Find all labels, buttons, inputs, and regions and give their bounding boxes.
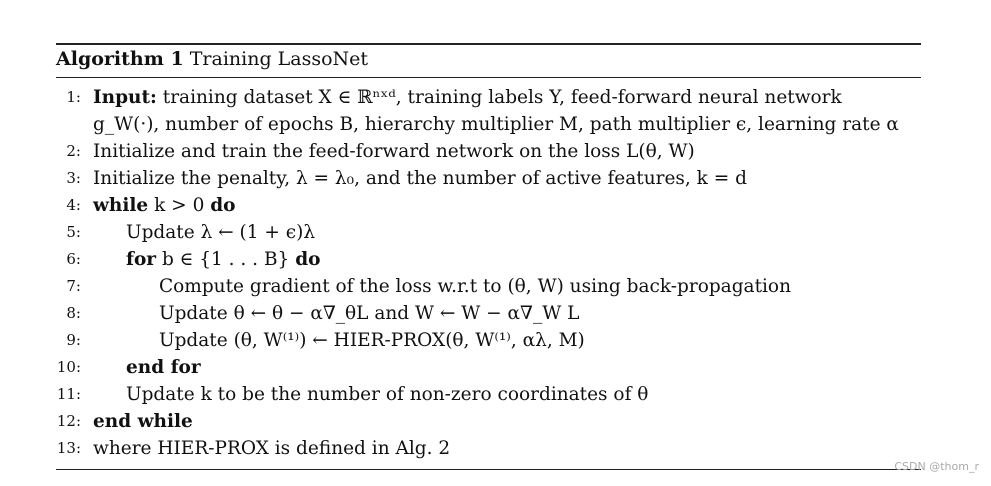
algorithm-header [56,45,921,72]
algo-line-10 [56,354,921,381]
algo-line-12 [56,408,921,435]
line-number: 4: [66,196,81,214]
keyword-do: do [295,249,321,270]
keyword-do: do [210,195,236,216]
line-text: Compute gradient of the loss w.r.t to (θ, W) using back-propagation [159,276,791,297]
algo-line-8 [56,300,921,327]
algo-line-1 [56,84,921,111]
line-number: 13: [56,439,81,457]
keyword-for: for [126,249,157,270]
line-text: k > 0 [154,195,205,216]
algo-line-3 [56,165,921,192]
algo-line-4 [56,192,921,219]
algorithm-title: Training LassoNet [189,48,369,70]
line-number: 7: [66,277,81,295]
line-text: Update θ ← θ − α∇_θL and W ← W − α∇_W L [159,303,580,324]
algo-line-1-continued [56,111,921,138]
algorithm-block [56,43,921,470]
line-text: training dataset X ∈ ℝⁿˣᵈ, training labels Y, feed-forward neural network [162,87,842,108]
line-text: Initialize the penalty, λ = λ₀, and the number of active features, k = d [93,168,747,189]
line-number: 6: [66,250,81,268]
algorithm-lines [56,84,921,462]
watermark: CSDN @thom_r [894,460,979,473]
algo-line-11 [56,381,921,408]
line-text: Update (θ, W⁽¹⁾) ← HIER-PROX(θ, W⁽¹⁾, αλ, M) [159,330,585,351]
line-number: 8: [66,304,81,322]
line-text: Update λ ← (1 + ϵ)λ [126,222,316,243]
line-number: 12: [56,412,81,430]
line-text: Update k to be the number of non-zero coordinates of θ [126,384,649,405]
line-number: 9: [66,331,81,349]
line-text: where HIER-PROX is defined in Alg. 2 [93,438,451,459]
keyword-end-for: end for [126,357,201,378]
header-rule [56,77,921,78]
algo-line-2 [56,138,921,165]
algo-line-9 [56,327,921,354]
line-number: 11: [56,385,81,403]
line-number: 1: [66,88,81,106]
line-number: 3: [66,169,81,187]
line-text: Initialize and train the feed-forward network on the loss L(θ, W) [93,141,695,162]
algo-line-13 [56,435,921,462]
keyword: Input: [93,87,157,108]
line-number: 10: [56,358,81,376]
line-number: 2: [66,142,81,160]
keyword-end-while: end while [93,411,193,432]
algo-line-7 [56,273,921,300]
algorithm-number: Algorithm 1 [56,48,184,70]
line-text: g_W(·), number of epochs B, hierarchy multiplier M, path multiplier ϵ, learning rate α [93,114,899,135]
bottom-rule [56,469,921,470]
keyword-while: while [93,195,149,216]
algo-line-6 [56,246,921,273]
line-number: 5: [66,223,81,241]
line-text: b ∈ {1 . . . B} [161,249,290,270]
algo-line-5 [56,219,921,246]
